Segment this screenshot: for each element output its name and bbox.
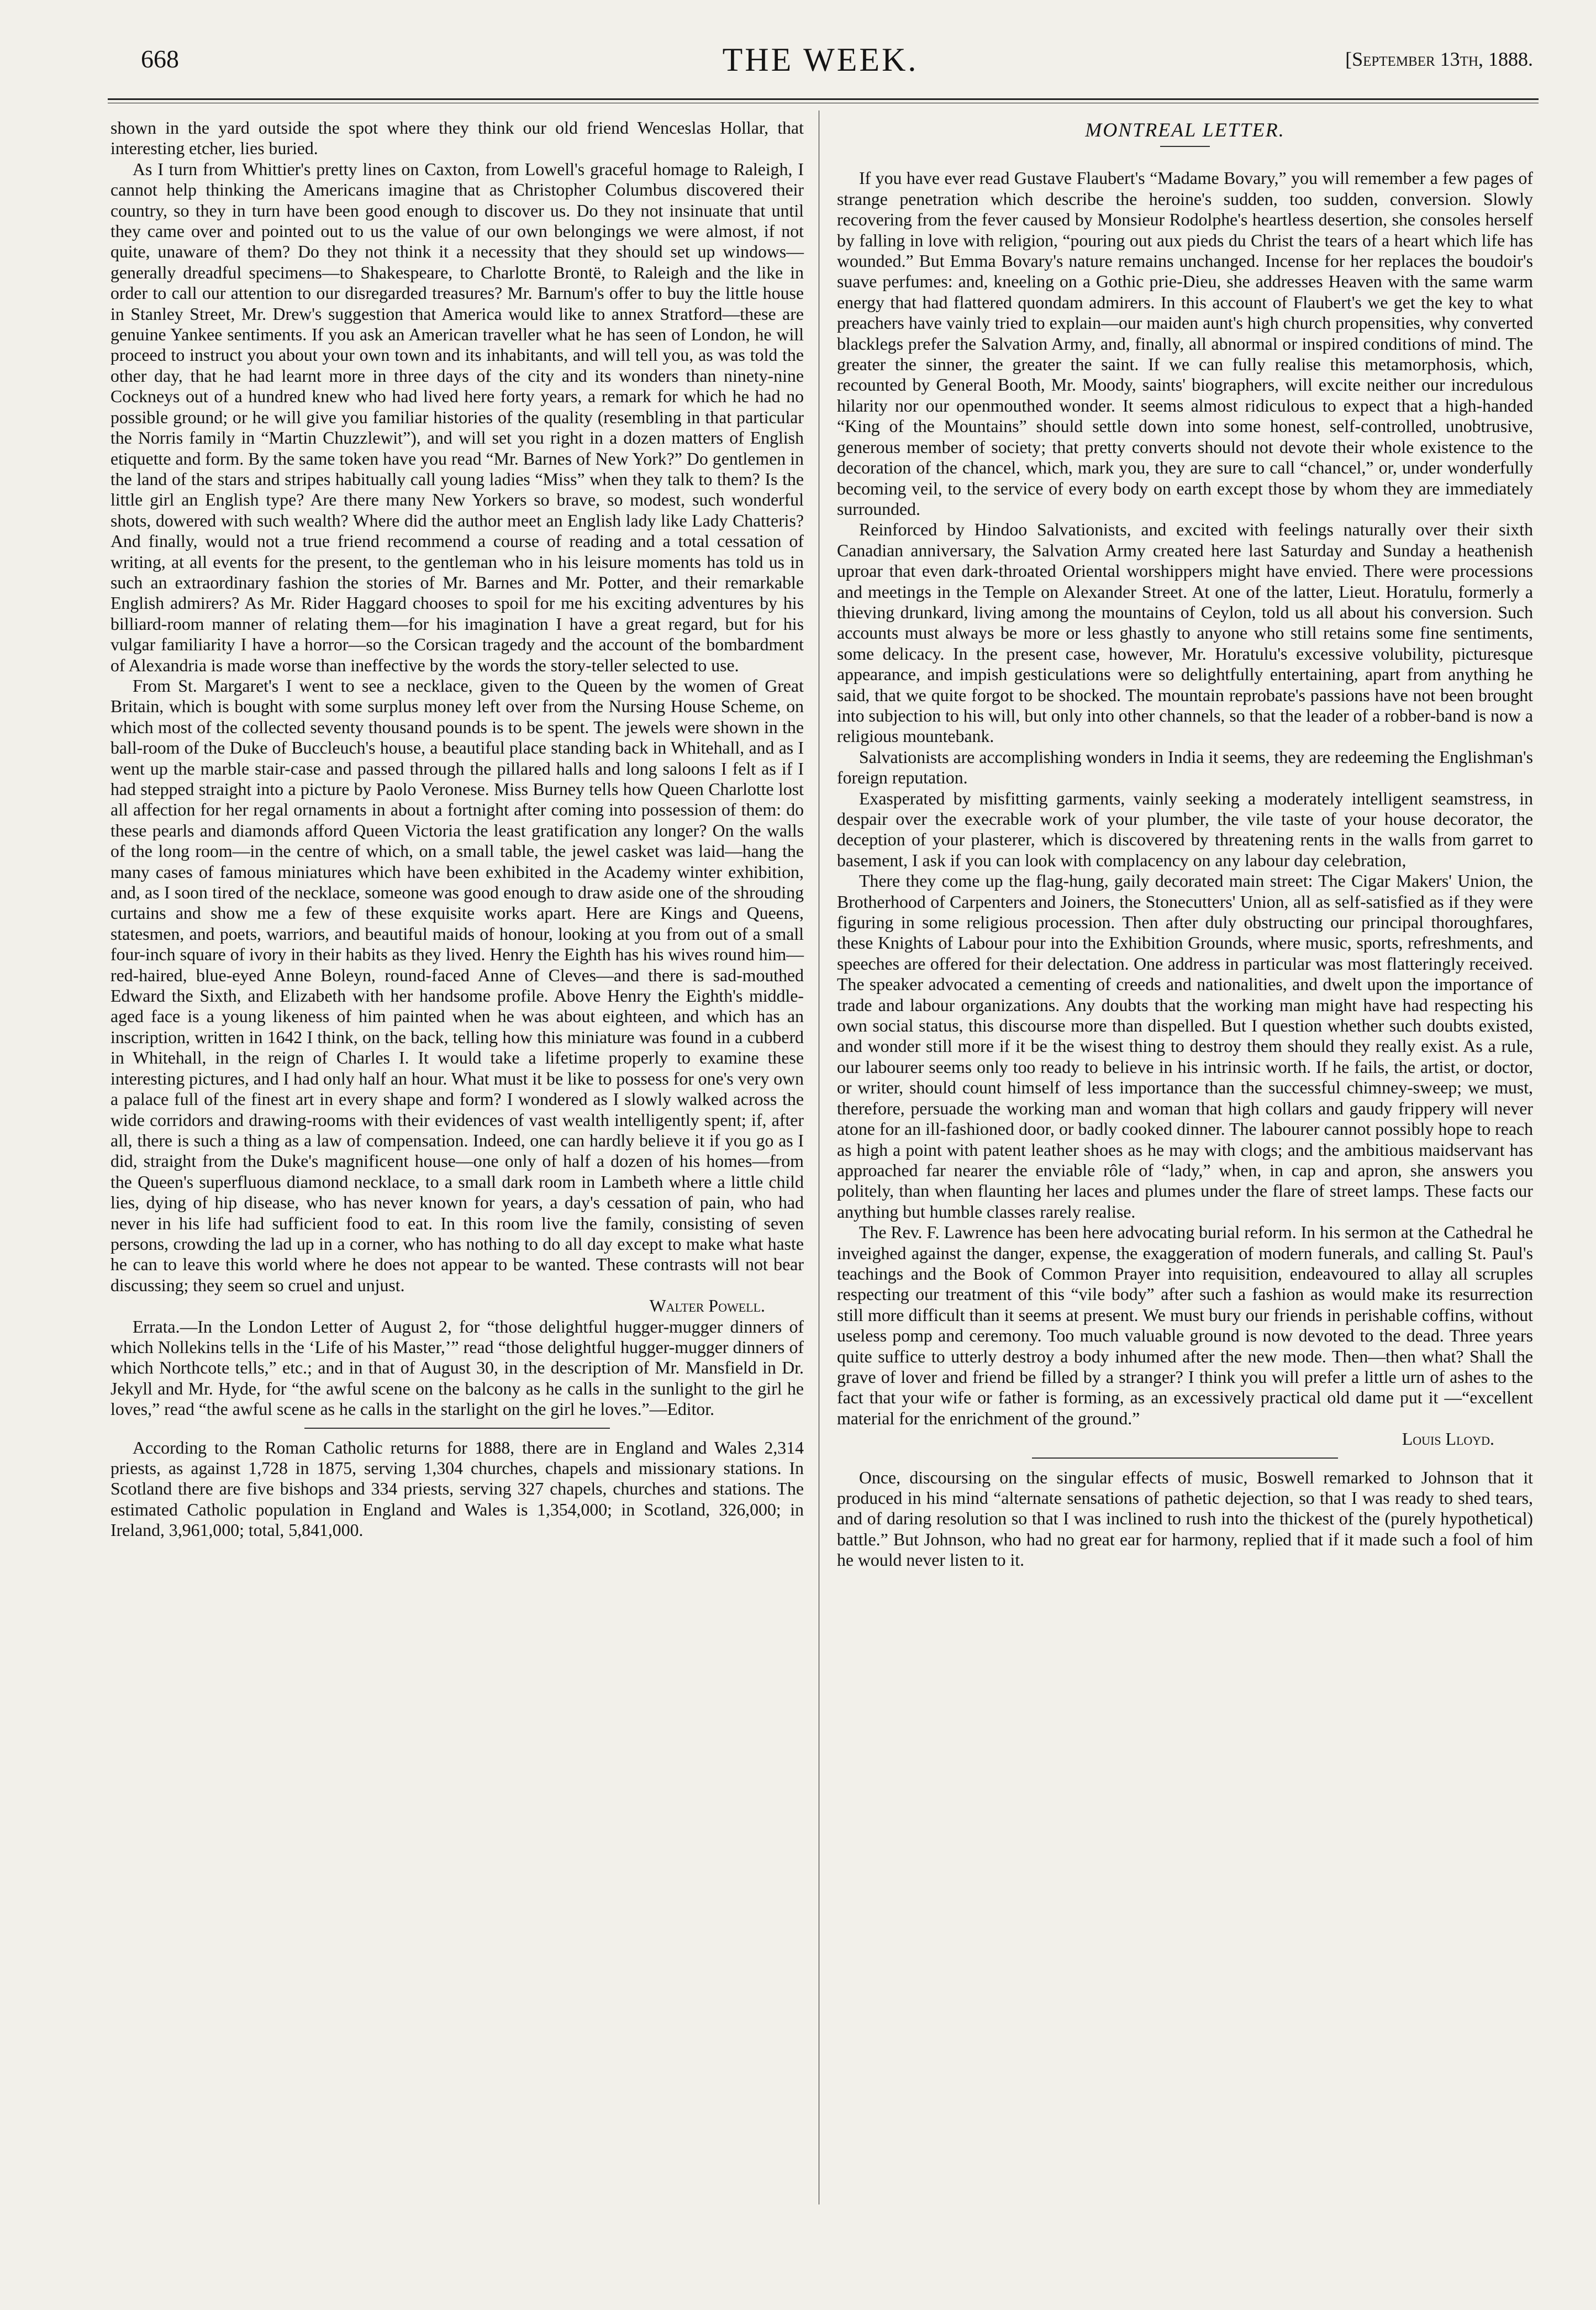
paragraph: shown in the yard outside the spot where they think our old friend Wenceslas Hollar, that interesting etcher, lies buried. (110, 118, 804, 159)
paragraph: The Rev. F. Lawrence has been here advocating burial reform. In his sermon at the Cathedral he inveighed against the danger, expense, the exaggeration of modern funerals, and calling St. Paul's teachings and the Book of Common Prayer into requisition, endeavoured to allay all scruples respecting our treatment of this “vile body” after such a fashion as would make its resurrection still more difficult than it seems at present. We must bury our friends in perishable coffins, without useless pomp and ceremony. Too much valuable ground is now devoted to the dead. Three years quite suffice to utterly destroy a body inhumed after the new mode. Then—then what? Shall the grave of lover and friend be filled by a stranger? I think you will prefer a little urn of ashes to the fact that your wife or father is forming, as an excessively practical old dame put it —“excellent material for the enrichment of the ground.” (837, 1223, 1533, 1428)
masthead: THE WEEK. (722, 41, 919, 78)
paragraph: Reinforced by Hindoo Salvationists, and excited with feelings naturally over their sixth Canadian anniversary, the Salvation Army created here last Saturday and Sunday a heathenish uproar that even dark-throated Oriental worshippers might have envied. There were processions and meetings in the Temple on Alexander Street. At one of the latter, Lieut. Horatulu, formerly a thieving drunkard, living among the mountains of Ceylon, told us all about his conversion. Such accounts must always be more or less ghastly to anyone who still retains some fine sentiments, some delicacy. In the present case, however, Mr. Horatulu's excessive volubility, picturesque appearance, and impish gesticulations were so delightfully entertaining, apart from anything he said, that we quite forgot to be shocked. The mountain reprobate's passions have not been brought into subjection to his will, but only into other channels, so that the leader of a robber-band is now a religious mountebank. (837, 520, 1533, 746)
issue-date: [September 13th, 1888. (1345, 48, 1533, 70)
right-column (837, 118, 1533, 1571)
title-rule (1160, 146, 1210, 147)
section-divider (1032, 1457, 1338, 1459)
paragraph: As I turn from Whittier's pretty lines on Caxton, from Lowell's graceful homage to Raleigh, I cannot help thinking the Americans imagine that as Christopher Columbus discovered their country, so they in turn have been good enough to discover us. Do they not insinuate that until they came over and pointed out to us the value of our own belongings we were almost, if not quite, unaware of them? Do they not think it a necessity that they should set up windows—generally dreadful specimens—to Shakespeare, to Charlotte Brontë, to Raleigh and the like in order to call our attention to our disregarded treasures? Mr. Barnum's offer to buy the little house in Stanley Street, Mr. Drew's suggestion that America would like to annex Stratford—these are genuine Yankee sentiments. If you ask an American traveller what he has seen of London, he will proceed to instruct you about your own town and its inhabitants, and will tell you, as was told the other day, that he had learnt more in three days of the city and its wonders than ninety-nine Cockneys out of a hundred knew who had lived here forty years, a remark for which he had no possible ground; or he will give you familiar histories of the quality (resembling in that particular the Norris family in “Martin Chuzzlewit”), and will set you right in a dozen matters of English etiquette and form. By the same token have you read “Mr. Barnes of New York?” Do gentlemen in the land of the stars and stripes habitually call young ladies “Miss” when they talk to them? Is the little girl an English type? Are there many New Yorkers so brave, so modest, such wonderful shots, dowered with such wealth? Where did the author meet an English lady like Lady Chatteris? And finally, would not a true friend recommend a course of reading and a total cessation of writing, at all events for the present, to the gentleman who in his leisure moments has told us in such an extraordinary fashion the stories of Mr. Barnes and Mr. Potter, and their remarkable English admirers? As Mr. Rider Haggard chooses to spoil for me his exciting adventures by his billiard-room manner of relating them—for his imagination I have a great regard, but for his vulgar familiarity I have a horror—so the Corsican tragedy and the account of the bombardment of Alexandria is made worse than ineffective by the words the story-teller selected to use. (110, 159, 804, 675)
paragraph: Exasperated by misfitting garments, vainly seeking a moderately intelligent seamstress, in despair over the execrable work of your plumber, the vile taste of your house decorator, the deception of your plasterer, which is discovered by threatening rents in the walls from garret to basement, I ask if you can look with complacency on any labour day celebration, (837, 788, 1533, 870)
signature-walter-powell: Walter Powell. (649, 1296, 765, 1316)
boswell-johnson-note: Once, discoursing on the singular effects of music, Boswell remarked to Johnson that it produced in his mind “alternate sensations of pathetic dejection, so that I was ready to shed tears, and of daring resolution so that I was inclined to rush into the thickest of the (purely hypothetical) battle.” But Johnson, who had no great ear for harmony, replied that if it made such a fool of him he would never listen to it. (837, 1467, 1533, 1570)
page-header (108, 41, 1533, 83)
section-divider (304, 1428, 609, 1429)
signature-louis-lloyd: Louis Lloyd. (1402, 1429, 1494, 1449)
left-column (110, 118, 804, 1541)
header-rule-top (108, 98, 1539, 100)
paragraph: Salvationists are accomplishing wonders in India it seems, they are redeeming the Englishman's foreign reputation. (837, 747, 1533, 788)
errata-note: Errata.—In the London Letter of August 2, for “those delightful hugger-mugger dinners of which Nollekins tells in the ‘Life of his Master,’” read “those delightful hugger-mugger dinners of which Northcote tells,” etc.; and in that of August 30, in the description of Mr. Mansfield in Dr. Jekyll and Mr. Hyde, for “the awful scene on the balcony as he calls in the sunlight to the girl he loves,” read “the awful scene as he calls in the starlight on the girl he loves.”—Editor. (110, 1317, 804, 1419)
paragraph: If you have ever read Gustave Flaubert's “Madame Bovary,” you will remember a few pages of strange penetration which describe the heroine's sudden, too sudden, conversion. Slowly recovering from the fever caused by Monsieur Rodolphe's heartless desertion, she consoles herself by falling in love with religion, “pouring out aux pieds du Christ the tears of a heart which life has wounded.” But Emma Bovary's nature remains unchanged. Incense for her replaces the boudoir's suave perfumes: and, kneeling on a Gothic prie-Dieu, she addresses Heaven with the same warm energy that had flattered quondam admirers. In this account of Flaubert's we get the key to what preachers have vainly tried to explain—our maiden aunt's high church propensities, why converted blacklegs prefer the Salvation Army, and, finally, all abnormal or inspired conditions of mind. The greater the sinner, the greater the saint. If we can fully realise this metamorphosis, which, recounted by General Booth, Mr. Moody, saints' biographers, will excite neither our incredulous hilarity nor our openmouthed wonder. It seems almost ridiculous to expect that a high-handed “King of the Mountains” should settle down into some honest, self-controlled, unobtrusive, generous member of society; that pretty converts should not devote their whole existence to the decoration of the chancel, which, mark you, they are sure to call “chancel,” or, under wonderfully becoming veil, to the service of every body on earth except those by whom they are immediately surrounded. (837, 169, 1533, 519)
catholic-returns-note: According to the Roman Catholic returns for 1888, there are in England and Wales 2,314 priests, as against 1,728 in 1875, serving 1,304 churches, chapels and missionary stations. In Scotland there are five bishops and 334 priests, serving 327 chapels, churches and stations. The estimated Catholic population in England and Wales is 1,354,000; in Scotland, 326,000; in Ireland, 3,961,000; total, 5,841,000. (110, 1438, 804, 1540)
paragraph: From St. Margaret's I went to see a necklace, given to the Queen by the women of Great Britain, which is bought with some surplus money left over from the Nursing House Scheme, on which most of the collected seventy thousand pounds is to be spent. The jewels were shown in the ball-room of the Duke of Buccleuch's house, a beautiful place standing back in Whitehall, and as I went up the marble stair-case and passed through the pillared halls and long saloons I felt as if I had stepped straight into a picture by Paolo Veronese. Miss Burney tells how Queen Charlotte lost all affection for her regal ornaments in about a fortnight after coming into possession of them: do these pearls and diamonds afford Queen Victoria the least gratification any longer? On the walls of the long room—in the centre of which, on a small table, the jewel casket was laid—hang the many cases of famous miniatures which have been exhibited in the Academy winter exhibition, and, as I soon tired of the necklace, someone was good enough to draw aside one of the shrouding curtains and show me a few of these exquisite works apart. Here are Kings and Queens, statesmen, and poets, warriors, and beautiful maids of honour, looking at you from out of a small four-inch square of ivory in their habits as they lived. Henry the Eighth has his wives round him—red-haired, blue-eyed Anne Boleyn, round-faced Anne of Cleves—and there is sad-mouthed Edward the Sixth, and Elizabeth with her handsome profile. Above Henry the Eighth's middle-aged face is a young likeness of him painted when he was about eighteen, and which has an inscription, written in 1642 I think, on the back, telling how this miniature was found in a cubberd in Whitehall, in the reign of Charles I. It would take a lifetime properly to examine these interesting pictures, and I had only half an hour. What must it be like to possess for one's very own a palace full of the finest art in every shape and form? I wondered as I slowly walked across the wide corridors and drawing-rooms with their evidences of vast wealth intelligently spent; if, after all, there is such a thing as a law of compensation. Indeed, one can hardly believe it if you go as I did, straight from the Duke's magnificent house—one only of half a dozen of his homes—from the Queen's superfluous diamond necklace, to a small dark room in Lambeth where a little child lies, dying of hip disease, who has never known for years, a day's cessation of pain, who had never in his life had sufficient food to eat. In this room live the family, consisting of seven persons, crowding the lad up in a corner, who has nothing to do all day except to make what haste he can to leave this world where he does not appear to be wanted. These contrasts will not bear discussing; they seem so cruel and unjust. (110, 676, 804, 1295)
section-title: MONTREAL LETTER. (1085, 119, 1285, 141)
page-number: 668 (141, 45, 179, 73)
paragraph: There they come up the flag-hung, gaily decorated main street: The Cigar Makers' Union, the Brotherhood of Carpenters and Joiners, the Stonecutters' Union, all as self-satisfied as if they were figuring in some religious procession. Then after duly obstructing our principal thoroughfares, these Knights of Labour pour into the Exhibition Grounds, where music, sports, refreshments, and speeches are offered for their delectation. One address in particular was most flatteringly received. The speaker advocated a cementing of creeds and nationalities, and dwelt upon the importance of trade and labour organizations. Any doubts that the working man might have had respecting his own social status, this discourse more than dispelled. But I question whether such doubts existed, and wonder still more if it be the wisest thing to destroy them should they really exist. As a rule, our labourer seems only too ready to believe in his intrinsic worth. If he fails, the artist, or doctor, or writer, should count himself of less importance than the successful chimney-sweep; we must, therefore, persuade the working man and woman that high collars and gaudy frippery will never atone for an ill-fashioned door, or badly cooked dinner. The labourer cannot possibly hope to reach as high a point with patent leather shoes as he may with clogs; and the ambitious maidservant has approached far nearer the enviable rôle of “lady,” when, in cap and apron, she answers you politely, than when flaunting her laces and plumes under the flare of street lamps. These facts our anything but humble classes rarely realise. (837, 871, 1533, 1222)
